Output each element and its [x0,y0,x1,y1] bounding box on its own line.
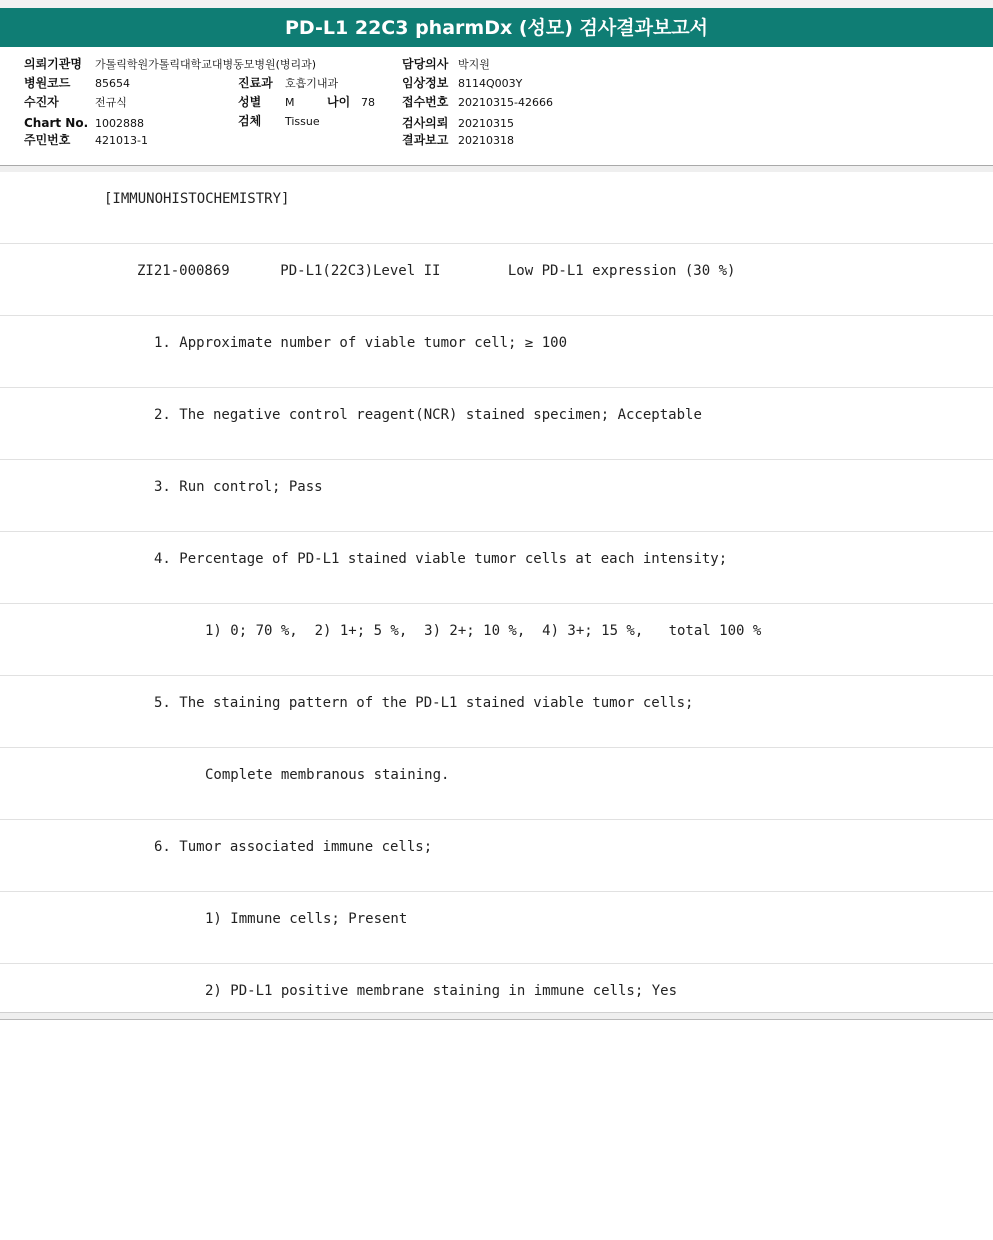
result-date-field [402,133,514,148]
age-field [327,95,375,110]
sex-label: 성별 [238,95,262,109]
report-row [0,532,993,604]
item-6-detail-2: 2) PD-L1 positive membrane staining in immune cells; Yes [205,983,678,999]
item-4: 4. Percentage of PD-L1 stained viable tumor cells at each intensity; [154,551,728,567]
hospital-code-value: 85654 [95,77,130,90]
report-row [0,964,993,1035]
item-2: 2. The negative control reagent(NCR) stained specimen; Acceptable [154,407,702,423]
resident-no-label: 주민번호 [24,133,71,147]
report-row [0,604,993,676]
report-row [0,748,993,820]
doctor-value: 박지원 [458,58,490,71]
report-row [0,892,993,964]
item-3: 3. Run control; Pass [154,479,323,495]
clinical-info-value: 8114Q003Y [458,77,523,90]
resident-no-field [24,133,148,148]
report-row [0,820,993,892]
item-5-detail: Complete membranous staining. [205,767,450,783]
report-row [0,388,993,460]
department-label: 진료과 [238,76,273,90]
item-4-detail: 1) 0; 70 %, 2) 1+; 5 %, 3) 2+; 10 %, 4) 3+; 15 %, total 100 % [205,623,762,639]
receipt-no-value: 20210315-42666 [458,96,553,109]
item-5: 5. The staining pattern of the PD-L1 stained viable tumor cells; [154,695,694,711]
clinical-info-label: 임상정보 [402,76,449,90]
department-value: 호흡기내과 [285,77,339,90]
report-row [0,460,993,532]
request-date-label: 검사의뢰 [402,116,449,130]
department-field [238,76,338,91]
clinical-info-field [402,76,522,91]
institution-field [24,57,316,72]
report-row [0,172,993,244]
chart-no-value: 1002888 [95,117,144,130]
chart-no-field [24,116,144,131]
patient-field [24,95,127,110]
patient-value: 전규식 [95,96,127,109]
report-row [0,676,993,748]
result-date-label: 결과보고 [402,133,449,147]
specimen-label: 검체 [238,114,262,128]
section-heading: [IMMUNOHISTOCHEMISTRY] [104,191,290,207]
request-date-value: 20210315 [458,117,514,130]
hospital-code-label: 병원코드 [24,76,71,90]
age-label: 나이 [327,95,351,109]
result-date-value: 20210318 [458,134,514,147]
institution-label: 의뢰기관명 [24,57,82,71]
receipt-no-field [402,95,553,110]
summary-line: ZI21-000869 PD-L1(22C3)Level II Low PD-L1 expression (30 %) [137,263,736,279]
hospital-code-field [24,76,130,91]
chart-no-label: Chart No. [24,116,89,130]
bottom-separator [0,1012,993,1020]
report-row [0,316,993,388]
report-body [0,172,993,1035]
sex-field [238,95,295,110]
resident-no-value: 421013-1 [95,134,148,147]
specimen-field [238,114,320,129]
doctor-field [402,57,490,72]
age-value: 78 [361,96,375,109]
item-6-detail-1: 1) Immune cells; Present [205,911,408,927]
sex-value: M [285,96,295,109]
specimen-value: Tissue [285,115,320,128]
receipt-no-label: 접수번호 [402,95,449,109]
patient-label: 수진자 [24,95,59,109]
item-6: 6. Tumor associated immune cells; [154,839,433,855]
report-title: PD-L1 22C3 pharmDx (성모) 검사결과보고서 [0,8,993,47]
item-1: 1. Approximate number of viable tumor cell; ≥ 100 [154,335,568,351]
doctor-label: 담당의사 [402,57,449,71]
request-date-field [402,116,514,131]
institution-value: 가톨릭학원가톨릭대학교대병동모병원(병리과) [95,58,317,71]
report-row [0,244,993,316]
patient-info-panel [0,47,993,166]
